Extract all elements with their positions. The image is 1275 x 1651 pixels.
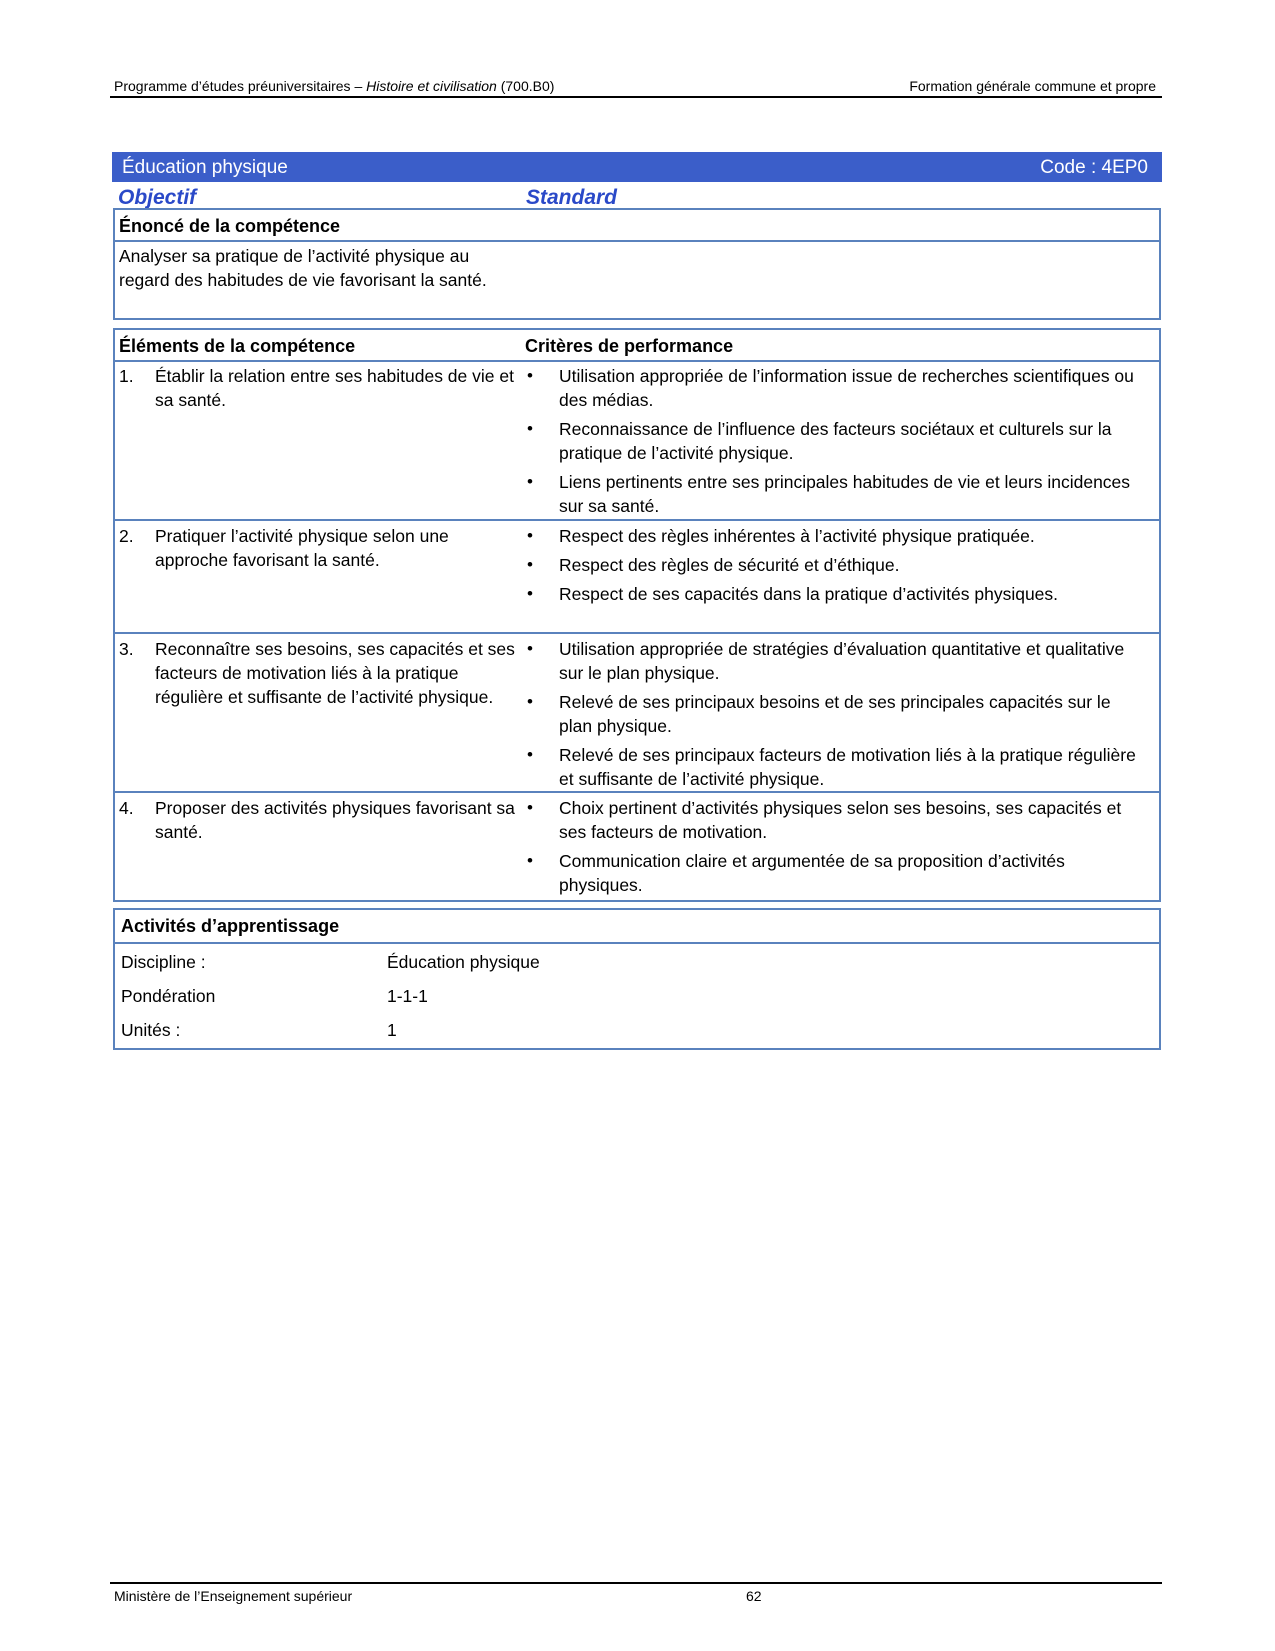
criteria-list-4 [525,796,1137,902]
element-row-4 [119,796,519,844]
ponderation-label: Pondération [121,986,216,1006]
criterion-item: • Reconnaissance de l’influence des facteurs sociétaux et culturels sur la pratique de l’activité physique. [525,417,1137,465]
divider [115,240,1159,242]
criterion-item: • Respect des règles inhérentes à l’activité physique pratiquée. [525,524,1137,548]
element-text: Établir la relation entre ses habitudes de vie et sa santé. [155,366,514,410]
divider [115,791,1159,793]
criterion-item: • Respect des règles de sécurité et d’éthique. [525,553,1137,577]
element-number: 2. [119,526,134,546]
element-number: 1. [119,366,134,386]
element-row-2 [119,524,519,572]
course-code: Code : 4EP0 [1040,157,1148,178]
page-footer [110,1582,1162,1604]
header-program: Programme d’études préuniversitaires – Histoire et civilisation (700.B0) [114,78,555,94]
criterion-item: • Choix pertinent d’activités physiques selon ses besoins, ses capacités et ses facteurs de motivation. [525,796,1137,844]
criterion-item: • Communication claire et argumentée de sa proposition d’activités physiques. [525,849,1137,897]
element-row-3 [119,637,519,709]
page-number: 62 [746,1588,762,1604]
discipline-value: Éducation physique [387,952,540,972]
divider [115,360,1159,362]
header-program-title: Histoire et civilisation [366,78,497,94]
units-label: Unités : [121,1020,181,1040]
element-text: Pratiquer l’activité physique selon une approche favorisant la santé. [155,526,449,570]
ponderation-value: 1-1-1 [387,986,428,1006]
activities-box [113,908,1161,1050]
header-formation: Formation générale commune et propre [909,78,1156,94]
element-row-1 [119,364,519,412]
element-text: Proposer des activités physiques favorisant sa santé. [155,798,515,842]
elements-heading: Éléments de la compétence [119,336,356,356]
criteria-heading: Critères de performance [525,336,734,356]
competence-text: Analyser sa pratique de l’activité physique au regard des habitudes de vie favorisant la santé. [119,246,487,290]
element-text: Reconnaître ses besoins, ses capacités et ses facteurs de motivation liés à la pratique régulière et suffisante de l’activité physique. [155,639,515,707]
standard-heading: Standard [526,186,618,209]
divider [115,942,1159,944]
elements-table [113,328,1161,902]
course-title: Éducation physique [122,157,288,178]
footer-ministry: Ministère de l’Enseignement supérieur [114,1588,353,1604]
criteria-list-1 [525,364,1137,523]
criterion-item: • Relevé de ses principaux facteurs de motivation liés à la pratique régulière et suffisante de l’activité physique. [525,743,1137,791]
course-title-bar [112,152,1162,182]
divider [115,632,1159,634]
activities-heading: Activités d’apprentissage [121,916,340,936]
criteria-list-2 [525,524,1137,611]
discipline-label: Discipline : [121,952,206,972]
units-value: 1 [387,1020,397,1040]
criterion-item: • Relevé de ses principaux besoins et de ses principales capacités sur le plan physique. [525,690,1137,738]
element-number: 3. [119,639,134,659]
objective-heading: Objectif [118,186,197,209]
page-header [110,76,1162,98]
criterion-item: • Respect de ses capacités dans la pratique d’activités physiques. [525,582,1137,606]
divider [115,519,1159,521]
element-number: 4. [119,798,134,818]
competence-heading: Énoncé de la compétence [119,216,341,236]
criteria-list-3 [525,637,1137,796]
criterion-item: • Utilisation appropriée de l’information issue de recherches scientifiques ou des médias. [525,364,1137,412]
competence-box [113,208,1161,320]
criterion-item: • Liens pertinents entre ses principales habitudes de vie et leurs incidences sur sa santé. [525,470,1137,518]
criterion-item: • Utilisation appropriée de stratégies d’évaluation quantitative et qualitative sur le plan physique. [525,637,1137,685]
